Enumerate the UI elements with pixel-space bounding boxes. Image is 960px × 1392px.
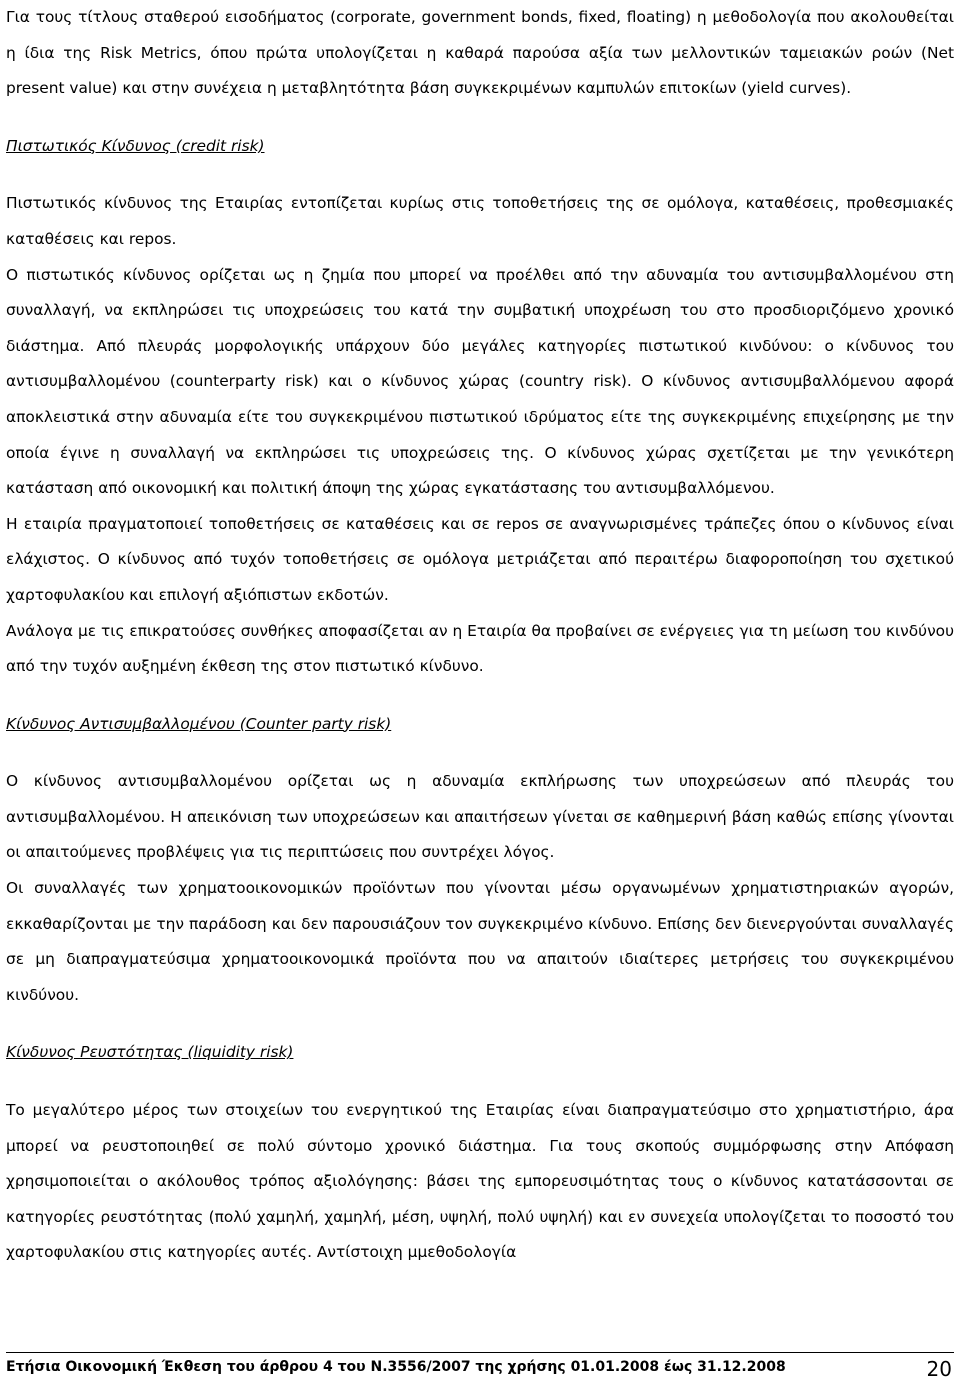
heading-liquidity-risk: Κίνδυνος Ρευστότητας (liquidity risk)	[6, 1043, 294, 1062]
heading-counterparty-risk: Κίνδυνος Αντισυμβαλλομένου (Counter party risk)	[6, 714, 392, 733]
paragraph-risk-reduction: Ανάλογα με τις επικρατούσες συνθήκες αποφασίζεται αν η Εταιρία θα προβαίνει σε ενέργειες για τη μείωση του κινδύνου από την τυχόν αυξημένη έκθεση της στον πιστωτικό κίνδυνο.	[6, 621, 954, 676]
spacer	[6, 685, 954, 707]
paragraph-counterparty-definition: Ο κίνδυνος αντισυμβαλλομένου ορίζεται ως η αδυναμία εκπλήρωσης των υποχρεώσεων από πλευράς του αντισυμβαλλομένου. Η απεικόνιση των υποχρεώσεων και απαιτήσεων γίνεται σε καθημερινή βάση καθώς επίσης γίνονται οι απαιτούμενες προβλέψεις για τις περιπτώσεις που συντρέχει λόγος.	[6, 772, 954, 862]
paragraph-liquidity-risk: Το μεγαλύτερο μέρος των στοιχείων του ενεργητικού της Εταιρίας είναι διαπραγματεύσιμο στο χρηματιστήριο, άρα μπορεί να ρευστοποιηθεί σε πολύ σύντομο χρονικό διάστημα. Για τους σκοπούς συμμόρφωσης στην Απόφαση χρησιμοποιείται ο ακόλουθος τρόπος αξιολόγησης: βάσει της εμπορευσιμότητας τους ο κίνδυνος κατατάσσονται σε κατηγορίες ρευστότητας (πολύ χαμηλή, χαμηλή, μέση, υψηλή, πολύ υψηλή) και εν συνεχεία υπολογίζεται το ποσοστό του χαρτοφυλακίου στις κατηγορίες αυτές. Αντίστοιχη μμεθοδολογία	[6, 1101, 954, 1262]
document-page	[6, 0, 954, 1271]
footer-report-title: Ετήσια Οικονομική Έκθεση του άρθρου 4 του Ν.3556/2007 της χρήσης 01.01.2008 έως 31.12.2008	[6, 1359, 786, 1375]
paragraph-fixed-income-methodology: Για τους τίτλους σταθερού εισοδήματος (corporate, government bonds, fixed, floating) η μεθοδολογία που ακολουθείται η ίδια της Risk Metrics, όπου πρώτα υπολογίζεται η καθαρά παρούσα αξία των μελλοντικών ταμειακών ροών (Net present value) και στην συνέχεια η μεταβλητότητα βάση συγκεκριμένων καμπυλών επιτοκίων (yield curves).	[6, 8, 954, 98]
page-footer	[6, 1352, 954, 1391]
heading-credit-risk: Πιστωτικός Κίνδυνος (credit risk)	[6, 136, 265, 155]
paragraph-credit-risk-definition: Ο πιστωτικός κίνδυνος ορίζεται ως η ζημία που μπορεί να προέλθει από την αδυναμία του αντισυμβαλλομένου στη συναλλαγή, να εκπληρώσει τις υποχρεώσεις του κατά την συμβατική υποχρέωση του στο προσδιοριζόμενο χρονικό διάστημα. Από πλευράς μορφολογικής υπάρχουν δύο μεγάλες κατηγορίες πιστωτικού κινδύνου: ο κίνδυνος του αντισυμβαλλομένου (counterparty risk) και ο κίνδυνος χώρας (country risk). Ο κίνδυνος αντισυμβαλλόμενου αφορά αποκλειστικά στην αδυναμία είτε του συγκεκριμένου πιστωτικού ιδρύματος είτε της συγκεκριμένης επιχείρησης με την οποία έγινε η συναλλαγή να εκπληρώσει τις υποχρεώσεις της. Ο κίνδυνος χώρας σχετίζεται με την γενικότερη κατάσταση από οικονομική και πολιτική άποψη της χώρας εγκατάστασης του αντισυμβαλλόμενου.	[6, 265, 954, 498]
spacer	[6, 1013, 954, 1035]
paragraph-deposits-repos: Η εταιρία πραγματοποιεί τοποθετήσεις σε καταθέσεις και σε repos σε αναγνωρισμένες τράπεζες όπου ο κίνδυνος είναι ελάχιστος. Ο κίνδυνος από τυχόν τοποθετήσεις σε ομόλογα μετριάζεται από περαιτέρω διαφοροποίηση του σχετικού χαρτοφυλακίου και επιλογή αξιόπιστων εκδοτών.	[6, 514, 954, 604]
spacer	[6, 742, 954, 764]
paragraph-credit-risk-intro: Πιστωτικός κίνδυνος της Εταιρίας εντοπίζεται κυρίως στις τοποθετήσεις της σε ομόλογα, καταθέσεις, προθεσμιακές καταθέσεις και repos.	[6, 194, 954, 248]
spacer	[6, 1071, 954, 1093]
spacer	[6, 164, 954, 186]
paragraph-organized-markets: Οι συναλλαγές των χρηματοοικονομικών προϊόντων που γίνονται μέσω οργανωμένων χρηματιστηριακών αγορών, εκκαθαρίζονται με την παράδοση και δεν παρουσιάζουν τον συγκεκριμένο κίνδυνο. Επίσης δεν διενεργούνται συναλλαγές σε μη διαπραγματεύσιμα χρηματοοικονομικά προϊόντα που να απαιτούν ιδιαίτερες μετρήσεις του συγκεκριμένου κινδύνου.	[6, 879, 954, 1004]
spacer	[6, 107, 954, 129]
page-number: 20	[926, 1357, 952, 1381]
